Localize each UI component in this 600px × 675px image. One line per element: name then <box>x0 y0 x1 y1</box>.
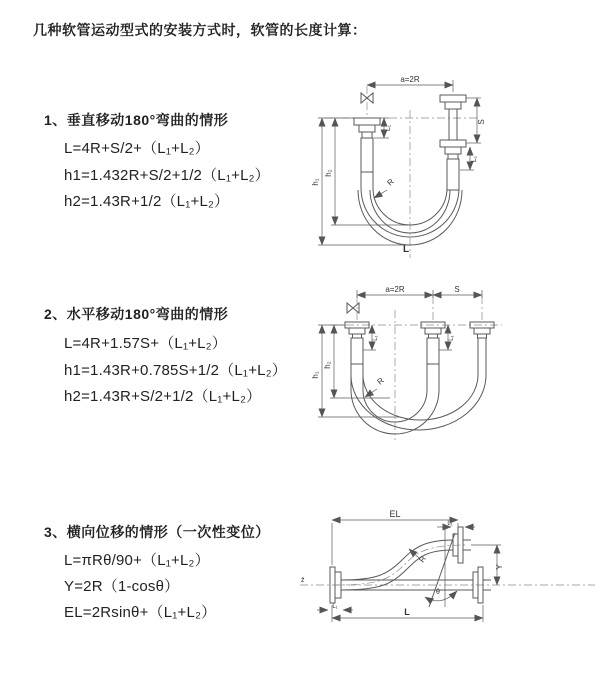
dim-label-a2r: a=2R <box>385 285 405 294</box>
dim-label-r: R <box>375 375 386 387</box>
displaced-hose-position <box>335 527 471 590</box>
section-2-formula-h1: h1=1.43R+0.785S+1/2（L₁+L₂） <box>64 362 287 379</box>
valve-icon <box>361 93 373 103</box>
dim-label-l1-left: L₁ <box>385 124 392 132</box>
dim-label-r: R <box>385 176 396 188</box>
section-2-heading: 2、水平移动180°弯曲的情形 <box>44 306 229 322</box>
right-hose-end <box>470 322 494 375</box>
dim-label-s: S <box>454 285 460 294</box>
dim-label-h2: h₂ <box>323 361 332 369</box>
dim-label-a2r: a=2R <box>400 75 420 84</box>
axis-mark: z̄ <box>301 577 305 584</box>
left-hose-end <box>345 322 369 364</box>
dim-label-theta: θ <box>436 589 440 596</box>
section-1-formula-h2: h2=1.43R+1/2（L₁+L₂） <box>64 193 230 210</box>
dim-label-h2: h₂ <box>324 169 333 177</box>
vertical-bend-diagram <box>310 70 600 265</box>
dim-label-h1: h₁ <box>311 371 320 379</box>
section-1-heading: 1、垂直移动180°弯曲的情形 <box>44 112 229 128</box>
lateral-offset-diagram <box>295 505 600 645</box>
dim-label-l: L <box>402 244 410 255</box>
section-2-formula-h2: h2=1.43R+S/2+1/2（L₁+L₂） <box>64 388 262 405</box>
u-bend-hose-position-2 <box>351 375 486 430</box>
dim-label-l1-bottom: L₁ <box>332 604 338 610</box>
dim-label-y: Y <box>495 564 504 570</box>
left-hose-end <box>354 118 380 188</box>
section-3-formula-l: L=πRθ/90+（L₁+L₂） <box>64 552 210 569</box>
section-2-formula-l: L=4R+1.57S+（L₁+L₂） <box>64 335 227 352</box>
dim-label-h1: h₁ <box>311 178 320 186</box>
dim-label-l: L <box>404 607 410 617</box>
dim-label-l1-left: L₁ <box>373 335 379 341</box>
page-title: 几种软管运动型式的安装方式时，软管的长度计算： <box>33 22 367 38</box>
section-3-formula-y: Y=2R（1-cosθ） <box>64 578 180 595</box>
section-1-formula-h1: h1=1.432R+S/2+1/2（L₁+L₂） <box>64 167 270 184</box>
right-hose-end <box>440 95 466 190</box>
dim-label-r: R <box>417 554 428 565</box>
middle-hose-end <box>421 322 445 364</box>
dim-label-l1-mid: L₁ <box>449 335 455 341</box>
section-3-heading: 3、横向位移的情形（一次性变位） <box>44 524 270 540</box>
section-3-formula-el: EL=2Rsinθ+（L₁+L₂） <box>64 604 217 621</box>
r-leader-line <box>365 389 377 397</box>
dim-label-l1-right: L₁ <box>471 155 478 163</box>
dim-label-l1-top: L₁ <box>447 521 453 527</box>
theta-arc <box>425 591 457 601</box>
section-1-formula-l: L=4R+S/2+（L₁+L₂） <box>64 140 210 157</box>
horizontal-bend-diagram <box>310 280 600 445</box>
r-leader-line <box>374 190 387 198</box>
dim-label-el: EL <box>389 509 401 519</box>
dim-label-s: S <box>477 119 486 125</box>
